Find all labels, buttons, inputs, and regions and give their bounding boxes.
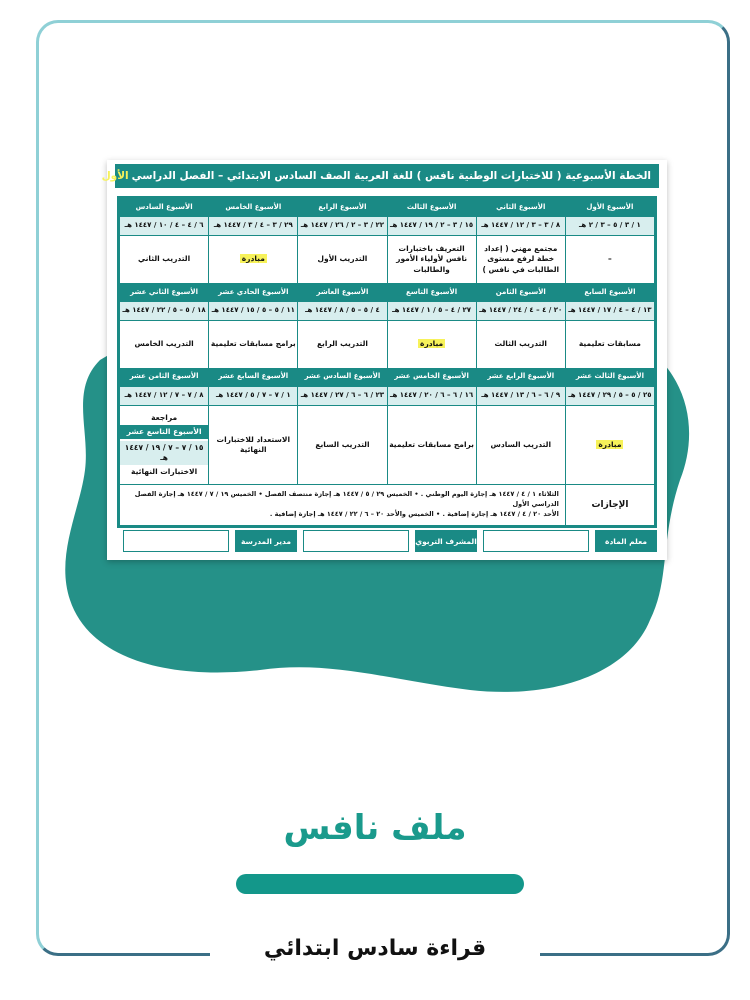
week-content: التدريب السادس — [476, 405, 565, 484]
week-date: ٩ / ٦ – ٦ / ١٣ / ١٤٤٧ هـ — [476, 386, 565, 405]
week-content-last — [120, 405, 209, 484]
holiday-item: الخميس والأحد ٢٠ – ٦ / ٢٢ / ١٤٤٧ هـ إجازة إضافية . — [269, 509, 434, 518]
subtitle: قراءة سادس ابتدائي — [263, 936, 487, 961]
initiative-highlight: مبادرة — [241, 254, 265, 264]
week-header: الأسبوع الثاني — [476, 199, 565, 217]
week-date: ٢٧ / ٤ – ٥ / ١ / ١٤٤٧ هـ — [387, 301, 476, 320]
supervisor-field[interactable] — [303, 530, 409, 552]
week19-content: الاختبارات النهائية — [131, 467, 198, 477]
teacher-label: معلم المادة — [595, 530, 657, 552]
week-header: الأسبوع الثامن — [476, 283, 565, 301]
week-date: ١١ / ٥ – ٥ / ١٥ / ١٤٤٧ هـ — [209, 301, 298, 320]
week-date: ١٨ / ٥ – ٥ / ٢٢ / ١٤٤٧ هـ — [120, 301, 209, 320]
week-content: التدريب الرابع — [298, 321, 387, 368]
week-content: الاستعداد للاختبارات النهائية — [209, 405, 298, 484]
date-row — [120, 386, 655, 405]
main-title: ملف نافس — [283, 808, 467, 848]
document-title — [49, 164, 659, 188]
date-row — [120, 301, 655, 320]
week-content: – — [565, 236, 654, 283]
content-row — [120, 321, 655, 368]
week-date: ٢٠ / ٤ – ٤ / ٢٤ / ١٤٤٧ هـ — [476, 301, 565, 320]
content-row — [120, 405, 655, 484]
weeks-grid — [117, 196, 657, 528]
week-header: الأسبوع الخامس — [209, 199, 298, 217]
holiday-item: الخميس ١٩ / ٧ / ١٤٤٧ هـ إجازة الفصل الدراسي الأول — [134, 490, 559, 509]
week-header: الأسبوع الرابع عشر — [476, 368, 565, 386]
holidays-label: الإجازات — [565, 484, 654, 525]
week-date: ٤ / ٥ – ٥ / ٨ / ١٤٤٧ هـ — [298, 301, 387, 320]
review-label: مراجعة — [151, 412, 178, 422]
header-row — [120, 199, 655, 217]
week-header: الأسبوع الثامن عشر — [120, 368, 209, 386]
content-row — [120, 236, 655, 283]
initiative-highlight: مبادرة — [598, 439, 622, 449]
week-header: الأسبوع العاشر — [298, 283, 387, 301]
week-content: التعريف باختبارات نافس لأولياء الأمور والطالبات — [387, 236, 476, 283]
week-header: الأسبوع السابع — [565, 283, 654, 301]
week-date: ٢٢ / ٣ – ٢ / ٢٦ / ١٤٤٧ هـ — [298, 217, 387, 236]
week-header: الأسبوع السادس — [120, 199, 209, 217]
week-content-initiative — [565, 405, 654, 484]
week-content: مجتمع مهني ( إعداد خطة لرفع مستوى الطالبات في نافس ) — [476, 236, 565, 283]
week-header: الأسبوع الخامس عشر — [387, 368, 476, 386]
week-date: ٢٩ / ٣ – ٤ / ٣ / ١٤٤٧ هـ — [209, 217, 298, 236]
week-header: الأسبوع الثالث عشر — [565, 368, 654, 386]
date-row — [120, 217, 655, 236]
holidays-list: الثلاثاء ١ / ٤ / ١٤٤٧ هـ إجازة اليوم الوطني . • الخميس ٢٩ / ٥ / ١٤٤٧ هـ إجازة منتصف الفصل • الخميس ١٩ / ٧ / ١٤٤٧ هـ إجازة الفصل الدراسي الأول الأحد ٢٠ / ٤ / ١٤٤٧ هـ إجازة إضافية . • الخميس والأحد ٢٠ – ٦ / ٢٢ / ١٤٤٧ هـ إجازة إضافية . — [120, 484, 566, 525]
week19-header: الأسبوع التاسع عشر — [120, 425, 208, 439]
week-date: ١٥ / ٣ – ٢ / ١٩ / ١٤٤٧ هـ — [387, 217, 476, 236]
plan-document — [49, 160, 667, 560]
week-header: الأسبوع الثالث — [387, 199, 476, 217]
holiday-item: الثلاثاء ١ / ٤ / ١٤٤٧ هـ إجازة اليوم الوطني . — [420, 490, 559, 499]
week-date: ١٦ / ٦ – ٦ / ٢٠ / ١٤٤٧ هـ — [387, 386, 476, 405]
week19-date: ١٥ / ٧ – ٧ / ١٩ / ١٤٤٧ هـ — [120, 441, 208, 465]
principal-field[interactable] — [123, 530, 229, 552]
week-header: الأسبوع التاسع — [387, 283, 476, 301]
week-date: ٢٥ / ٥ – ٥ / ٢٩ / ١٤٤٧ هـ — [565, 386, 654, 405]
week-date: ٦ / ٤ – ٤ / ١٠ / ١٤٤٧ هـ — [120, 217, 209, 236]
header-row — [120, 283, 655, 301]
weeks-table — [119, 198, 655, 526]
week-header: الأسبوع الثاني عشر — [120, 283, 209, 301]
week-header: الأسبوع الأول — [565, 199, 654, 217]
week-content: التدريب الثاني — [120, 236, 209, 283]
title-year: – ١٤٤٧ هـ — [49, 170, 99, 182]
holiday-item: الخميس ٢٩ / ٥ / ١٤٤٧ هـ إجازة منتصف الفصل — [264, 490, 413, 499]
week-content-initiative — [387, 321, 476, 368]
holidays-row — [120, 484, 655, 525]
signature-row — [117, 530, 657, 552]
title-highlight: الأول — [101, 170, 129, 182]
header-row — [120, 368, 655, 386]
week-header: الأسبوع السابع عشر — [209, 368, 298, 386]
week-date: ٨ / ٣ – ٣ / ١٢ / ١٤٤٧ هـ — [476, 217, 565, 236]
week-content-initiative — [209, 236, 298, 283]
week-content: برامج مسابقات تعليمية — [387, 405, 476, 484]
week-date: ٨ / ٧ – ٧ / ١٢ / ١٤٤٧ هـ — [120, 386, 209, 405]
week-content: التدريب الخامس — [120, 321, 209, 368]
week-content: التدريب الأول — [298, 236, 387, 283]
week-content: مسابقات تعليمية — [565, 321, 654, 368]
week-date: ١٣ / ٤ – ٤ / ١٧ / ١٤٤٧ هـ — [565, 301, 654, 320]
week-header: الأسبوع السادس عشر — [298, 368, 387, 386]
principal-label: مدير المدرسة — [235, 530, 297, 552]
teacher-field[interactable] — [483, 530, 589, 552]
week-content: التدريب السابع — [298, 405, 387, 484]
week-header: الأسبوع الرابع — [298, 199, 387, 217]
week-header: الأسبوع الحادي عشر — [209, 283, 298, 301]
title-main: الخطة الأسبوعية ( للاختبارات الوطنية نافس ) للغة العربية الصف السادس الابتدائي – الفصل الدراسي — [131, 170, 651, 182]
week-date: ٢٣ / ٦ – ٦ / ٢٧ / ١٤٤٧ هـ — [298, 386, 387, 405]
holiday-item: الأحد ٢٠ / ٤ / ١٤٤٧ هـ إجازة إضافية . — [442, 509, 559, 518]
title-underline-bar — [236, 874, 524, 894]
week-content: التدريب الثالث — [476, 321, 565, 368]
week-date: ١ / ٧ – ٧ / ٥ / ١٤٤٧ هـ — [209, 386, 298, 405]
week-date: ١ / ٣ / ٥ – ٣ / ٢ هـ — [565, 217, 654, 236]
supervisor-label: المشرف التربوي — [415, 530, 477, 552]
week-content: برامج مسابقات تعليمية — [209, 321, 298, 368]
initiative-highlight: مبادرة — [420, 339, 444, 349]
